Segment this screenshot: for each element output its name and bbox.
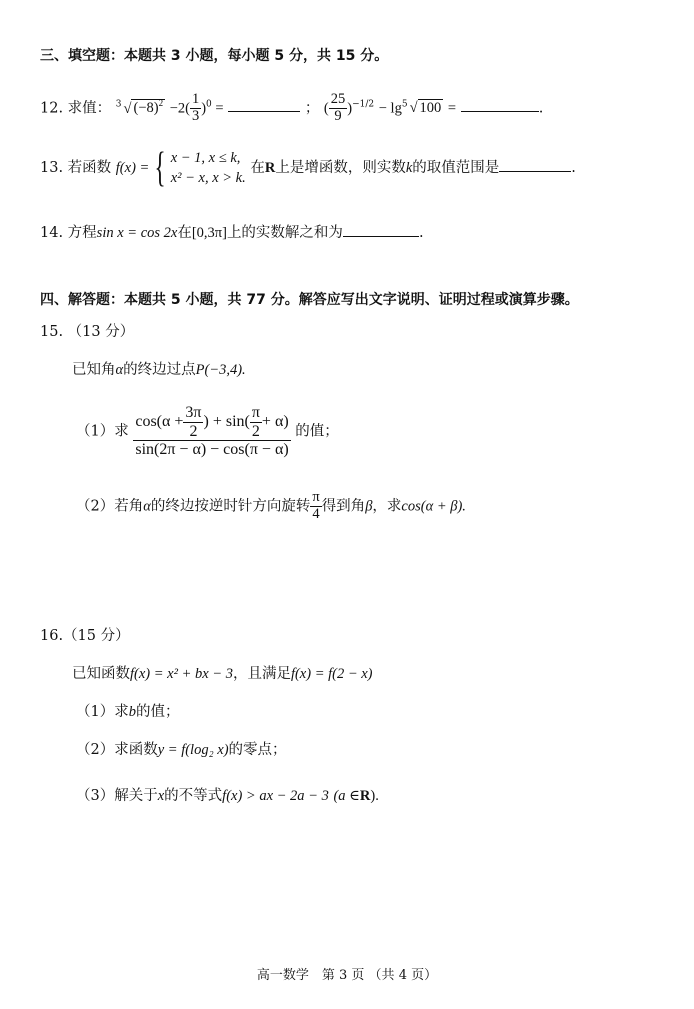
question-12: 12. 求值： $^3$ √ $(-8)^2 -2$( $\frac{1}{3}$ )$^0$ = ； ( $\frac{25}{9}$ )$^{-1/2} - \lg^5$ √ 100 = . (40, 91, 544, 124)
question-16-part-1: （1）求b的值； (76, 704, 180, 720)
question-16-part-3: （3）解关于x的不等式f(x) > ax − 2a − 3 (a ∈R). (76, 788, 379, 804)
answer-blank[interactable] (343, 222, 419, 237)
question-13: 13. 若函数 f(x) = { x − 1, x ≤ k, x² − x, x > k. 在R上是增函数，则实数k的取值范围是 . (40, 145, 576, 191)
question-15-header: 15. （13 分） (40, 324, 135, 340)
question-14: 14. 方程sin x = cos 2x在[0,3π]上的实数解之和为 . (40, 222, 424, 243)
answer-blank[interactable] (228, 97, 300, 112)
section-4-heading: 四、解答题：本题共 5 小题，共 77 分。解答应写出文字说明、证明过程或演算步骤。 (40, 292, 579, 308)
fifth-root: √ 100 (409, 100, 442, 117)
fraction-25-9: $\frac{25}{9}$ (330, 91, 346, 124)
piecewise-cases: x − 1, x ≤ k, x² − x, x > k. (170, 150, 246, 186)
question-15-part-2: （2）若角α的终边按逆时针方向旋转 $\frac{\pi}{4}$ 得到角β，求cos(α + β). (76, 489, 466, 522)
trig-fraction: cos(α + $\frac{3\pi}{2}$ ) + sin( $\frac{\pi}{2}$ + α) sin(2π − α) − cos(π − α) (135, 404, 289, 459)
section-3-heading: 三、填空题：本题共 3 小题，每小题 5 分，共 15 分。 (40, 48, 389, 64)
left-brace: { (154, 145, 166, 191)
question-16-given: 已知函数f(x) = x² + bx − 3，且满足f(x) = f(2 − x) (72, 666, 373, 682)
cube-root: √ $(-8)^2$ (123, 98, 164, 117)
answer-blank[interactable] (461, 97, 539, 112)
question-16-header: 16.（15 分） (40, 628, 130, 644)
question-16-part-2: （2）求函数y = f(log₂ x)的零点； (76, 742, 287, 758)
fraction-pi-4: $\frac{\pi}{4}$ (312, 489, 320, 522)
answer-blank[interactable] (499, 157, 571, 172)
fraction-one-third: $\frac{1}{3}$ (191, 91, 200, 124)
question-15-given: 已知角α的终边过点P(−3,4). (72, 362, 246, 378)
page-footer: 高一数学 第 3 页 （共 4 页） (256, 968, 438, 983)
question-15-part-1: （1）求 cos(α + $\frac{3\pi}{2}$ ) + sin( $\frac{\pi}{2}$ + α) sin(2π − α) − cos(π − α) 的值； (76, 404, 339, 459)
